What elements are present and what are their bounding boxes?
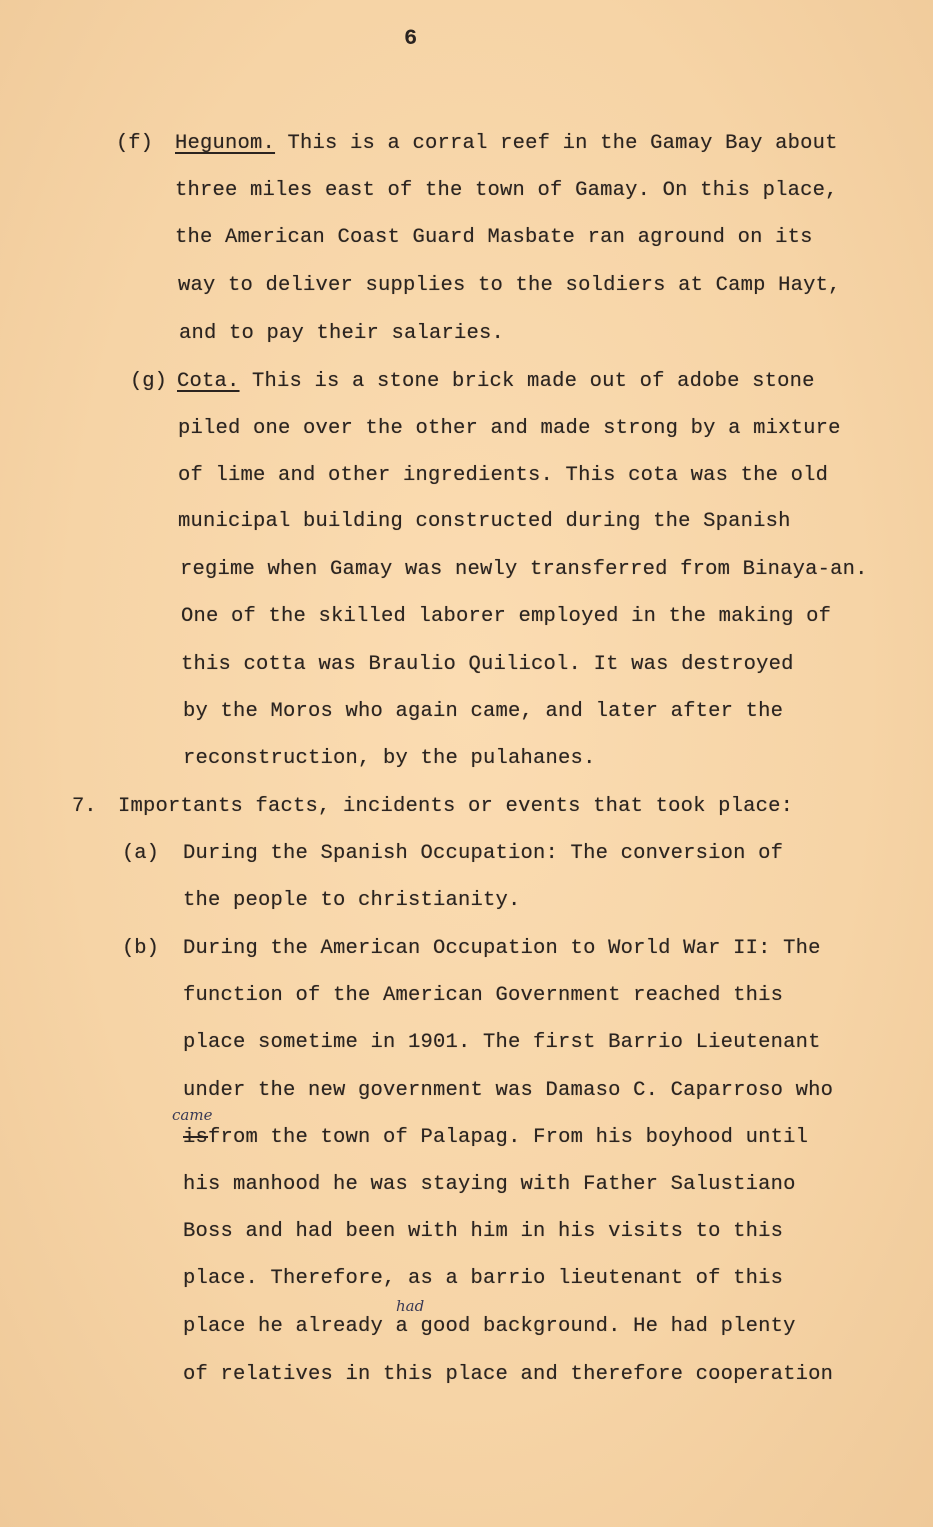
item-f-line-5: and to pay their salaries. xyxy=(179,322,505,345)
sub-b-line-4: under the new government was Damaso C. Caparroso who xyxy=(183,1079,834,1102)
term-hegunom: Hegunom. xyxy=(175,132,276,155)
page-number: 6 xyxy=(404,26,418,51)
sub-b-line-2: function of the American Government reached this xyxy=(183,984,784,1007)
item-g-marker: (g) xyxy=(130,370,167,393)
sub-b-line-5-text: from the town of Palapag. From his boyhood until xyxy=(208,1126,809,1149)
item-g-line-4: municipal building constructed during the Spanish xyxy=(178,510,791,533)
sub-a-line-1: During the Spanish Occupation: The conversion of xyxy=(183,842,784,865)
sub-b-line-1: During the American Occupation to World War II: The xyxy=(183,937,821,960)
sub-b-marker: (b) xyxy=(122,937,159,960)
item-f-line-3: the American Coast Guard Masbate ran aground on its xyxy=(175,226,813,249)
item-f-line-4: way to deliver supplies to the soldiers at Camp Hayt, xyxy=(178,274,841,297)
sub-b-line-7: Boss and had been with him in his visits to this xyxy=(183,1220,784,1243)
item-f-line-1-text: This is a corral reef in the Gamay Bay about xyxy=(275,132,838,155)
struck-is: is xyxy=(183,1126,209,1149)
item-f-line-1 xyxy=(175,130,838,158)
sub-a-marker: (a) xyxy=(122,842,159,865)
sub-a-line-2: the people to christianity. xyxy=(183,889,521,912)
sub-b-line-9: place he already a good background. He had plenty xyxy=(183,1315,796,1338)
item-g-line-2: piled one over the other and made strong by a mixture xyxy=(178,417,841,440)
sub-b-line-6: his manhood he was staying with Father Salustiano xyxy=(183,1173,796,1196)
item-g-line-1-text: This is a stone brick made out of adobe stone xyxy=(239,370,815,393)
section-7-marker: 7. xyxy=(72,795,97,818)
item-f-marker: (f) xyxy=(116,132,153,155)
item-f-line-2: three miles east of the town of Gamay. On this place, xyxy=(175,179,838,202)
sub-b-line-3: place sometime in 1901. The first Barrio Lieutenant xyxy=(183,1031,821,1054)
item-g-line-8: by the Moros who again came, and later after the xyxy=(183,700,784,723)
sub-b-line-8: place. Therefore, as a barrio lieutenant of this xyxy=(183,1267,784,1290)
handwritten-had: had xyxy=(396,1297,425,1315)
handwritten-came: came xyxy=(172,1106,213,1124)
section-7-heading: Importants facts, incidents or events that took place: xyxy=(118,795,794,818)
item-g-line-6: One of the skilled laborer employed in the making of xyxy=(181,605,832,628)
sub-b-line-5 xyxy=(183,1124,808,1152)
item-g-line-3: of lime and other ingredients. This cota was the old xyxy=(178,464,829,487)
item-g-line-5: regime when Gamay was newly transferred from Binaya-an. xyxy=(180,558,868,581)
item-g-line-1 xyxy=(177,368,815,396)
term-cota: Cota. xyxy=(177,370,240,393)
sub-b-line-10: of relatives in this place and therefore cooperation xyxy=(183,1363,834,1386)
item-g-line-9: reconstruction, by the pulahanes. xyxy=(183,747,596,770)
item-g-line-7: this cotta was Braulio Quilicol. It was destroyed xyxy=(181,653,794,676)
